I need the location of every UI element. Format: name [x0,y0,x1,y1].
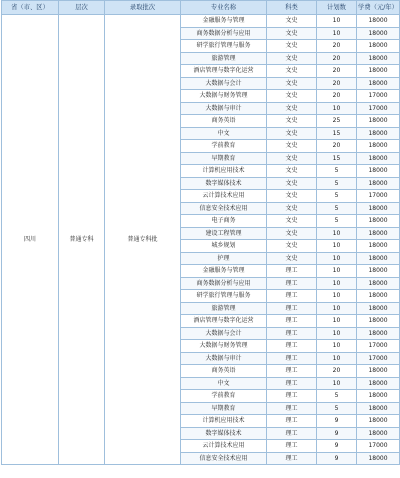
category-cell: 文史 [267,252,317,265]
plan-count-cell: 10 [317,27,357,40]
plan-count-cell: 10 [317,315,357,328]
category-cell: 文史 [267,90,317,103]
tuition-cell: 18000 [357,40,400,53]
major-cell: 旅游管理 [181,302,267,315]
tuition-cell: 18000 [357,277,400,290]
category-cell: 理工 [267,452,317,465]
category-cell: 理工 [267,302,317,315]
category-cell: 理工 [267,327,317,340]
major-cell: 大数据与财务管理 [181,340,267,353]
tuition-cell: 18000 [357,327,400,340]
category-cell: 文史 [267,152,317,165]
plan-count-cell: 20 [317,52,357,65]
plan-count-cell: 5 [317,390,357,403]
major-cell: 云计算技术应用 [181,190,267,203]
major-cell: 酒店管理与数字化运营 [181,315,267,328]
category-cell: 文史 [267,27,317,40]
tuition-cell: 18000 [357,115,400,128]
major-cell: 研学旅行管理与服务 [181,40,267,53]
tuition-cell: 18000 [357,415,400,428]
category-cell: 理工 [267,352,317,365]
category-cell: 文史 [267,40,317,53]
plan-count-cell: 20 [317,77,357,90]
plan-count-cell: 10 [317,277,357,290]
tuition-cell: 18000 [357,265,400,278]
major-cell: 计算机应用技术 [181,415,267,428]
tuition-cell: 17000 [357,440,400,453]
major-cell: 学前教育 [181,140,267,153]
plan-count-cell: 10 [317,327,357,340]
category-cell: 理工 [267,402,317,415]
major-cell: 数字媒体技术 [181,427,267,440]
plan-count-cell: 5 [317,190,357,203]
tuition-cell: 18000 [357,140,400,153]
tuition-cell: 18000 [357,240,400,253]
tuition-cell: 18000 [357,15,400,28]
level-cell: 普通专科 [59,15,105,465]
major-cell: 商务英语 [181,115,267,128]
major-cell: 护理 [181,252,267,265]
category-cell: 文史 [267,240,317,253]
table-header-row [2,1,400,15]
major-cell: 商务数据分析与应用 [181,277,267,290]
plan-count-cell: 10 [317,240,357,253]
plan-count-cell: 25 [317,115,357,128]
tuition-cell: 18000 [357,65,400,78]
plan-count-cell: 20 [317,40,357,53]
category-cell: 文史 [267,140,317,153]
plan-count-cell: 5 [317,177,357,190]
category-cell: 文史 [267,202,317,215]
major-cell: 旅游管理 [181,52,267,65]
category-cell: 文史 [267,65,317,78]
province-cell: 四川 [2,15,59,465]
major-cell: 大数据与会计 [181,327,267,340]
table-row [2,15,400,28]
plan-count-cell: 10 [317,302,357,315]
tuition-cell: 17000 [357,90,400,103]
category-cell: 理工 [267,440,317,453]
plan-count-cell: 9 [317,415,357,428]
major-cell: 大数据与会计 [181,77,267,90]
tuition-cell: 17000 [357,190,400,203]
tuition-cell: 18000 [357,402,400,415]
major-cell: 学前教育 [181,390,267,403]
major-cell: 云计算技术应用 [181,440,267,453]
major-cell: 信息安全技术应用 [181,452,267,465]
major-cell: 早期教育 [181,402,267,415]
header-batch: 录取批次 [105,1,181,15]
major-cell: 数字媒体技术 [181,177,267,190]
plan-count-cell: 9 [317,452,357,465]
tuition-cell: 18000 [357,215,400,228]
category-cell: 文史 [267,52,317,65]
plan-count-cell: 10 [317,352,357,365]
major-cell: 中文 [181,127,267,140]
major-cell: 大数据与审计 [181,102,267,115]
tuition-cell: 17000 [357,340,400,353]
plan-count-cell: 20 [317,365,357,378]
tuition-cell: 18000 [357,152,400,165]
plan-count-cell: 10 [317,15,357,28]
tuition-cell: 18000 [357,427,400,440]
plan-count-cell: 10 [317,377,357,390]
plan-count-cell: 10 [317,102,357,115]
category-cell: 文史 [267,227,317,240]
category-cell: 理工 [267,340,317,353]
tuition-cell: 18000 [357,290,400,303]
tuition-cell: 18000 [357,77,400,90]
tuition-cell: 18000 [357,390,400,403]
plan-count-cell: 15 [317,152,357,165]
major-cell: 研学旅行管理与服务 [181,290,267,303]
major-cell: 大数据与审计 [181,352,267,365]
major-cell: 商务英语 [181,365,267,378]
category-cell: 文史 [267,102,317,115]
category-cell: 理工 [267,290,317,303]
plan-count-cell: 20 [317,90,357,103]
category-cell: 文史 [267,15,317,28]
category-cell: 文史 [267,165,317,178]
enrollment-plan-table [1,0,400,465]
plan-count-cell: 5 [317,215,357,228]
header-plan-count: 计划数 [317,1,357,15]
header-province: 省（市、区） [2,1,59,15]
plan-count-cell: 9 [317,440,357,453]
plan-count-cell: 5 [317,165,357,178]
plan-count-cell: 10 [317,340,357,353]
category-cell: 文史 [267,190,317,203]
category-cell: 理工 [267,390,317,403]
major-cell: 早期教育 [181,152,267,165]
tuition-cell: 18000 [357,365,400,378]
tuition-cell: 18000 [357,227,400,240]
plan-count-cell: 10 [317,227,357,240]
plan-count-cell: 5 [317,402,357,415]
plan-count-cell: 15 [317,127,357,140]
plan-count-cell: 10 [317,265,357,278]
tuition-cell: 18000 [357,302,400,315]
major-cell: 中文 [181,377,267,390]
header-category: 科类 [267,1,317,15]
tuition-cell: 18000 [357,27,400,40]
major-cell: 计算机应用技术 [181,165,267,178]
category-cell: 理工 [267,377,317,390]
header-tuition: 学费（元/年） [357,1,400,15]
plan-count-cell: 10 [317,290,357,303]
major-cell: 电子商务 [181,215,267,228]
category-cell: 文史 [267,77,317,90]
major-cell: 金融服务与管理 [181,265,267,278]
tuition-cell: 18000 [357,52,400,65]
category-cell: 理工 [267,427,317,440]
tuition-cell: 18000 [357,452,400,465]
category-cell: 文史 [267,177,317,190]
category-cell: 理工 [267,265,317,278]
header-major: 专业名称 [181,1,267,15]
major-cell: 大数据与财务管理 [181,90,267,103]
category-cell: 理工 [267,415,317,428]
major-cell: 酒店管理与数字化运营 [181,65,267,78]
tuition-cell: 18000 [357,177,400,190]
category-cell: 理工 [267,315,317,328]
plan-count-cell: 9 [317,427,357,440]
tuition-cell: 17000 [357,352,400,365]
category-cell: 理工 [267,365,317,378]
category-cell: 理工 [267,277,317,290]
plan-count-cell: 20 [317,140,357,153]
major-cell: 金融服务与管理 [181,15,267,28]
table-body [2,15,400,465]
major-cell: 城乡规划 [181,240,267,253]
tuition-cell: 18000 [357,165,400,178]
tuition-cell: 18000 [357,202,400,215]
plan-count-cell: 20 [317,65,357,78]
major-cell: 信息安全技术应用 [181,202,267,215]
tuition-cell: 18000 [357,127,400,140]
major-cell: 商务数据分析与应用 [181,27,267,40]
header-level: 层次 [59,1,105,15]
tuition-cell: 17000 [357,102,400,115]
batch-cell: 普通专科批 [105,15,181,465]
tuition-cell: 18000 [357,377,400,390]
category-cell: 文史 [267,215,317,228]
category-cell: 文史 [267,115,317,128]
tuition-cell: 18000 [357,315,400,328]
plan-count-cell: 10 [317,252,357,265]
major-cell: 建设工程管理 [181,227,267,240]
plan-count-cell: 5 [317,202,357,215]
tuition-cell: 18000 [357,252,400,265]
category-cell: 文史 [267,127,317,140]
